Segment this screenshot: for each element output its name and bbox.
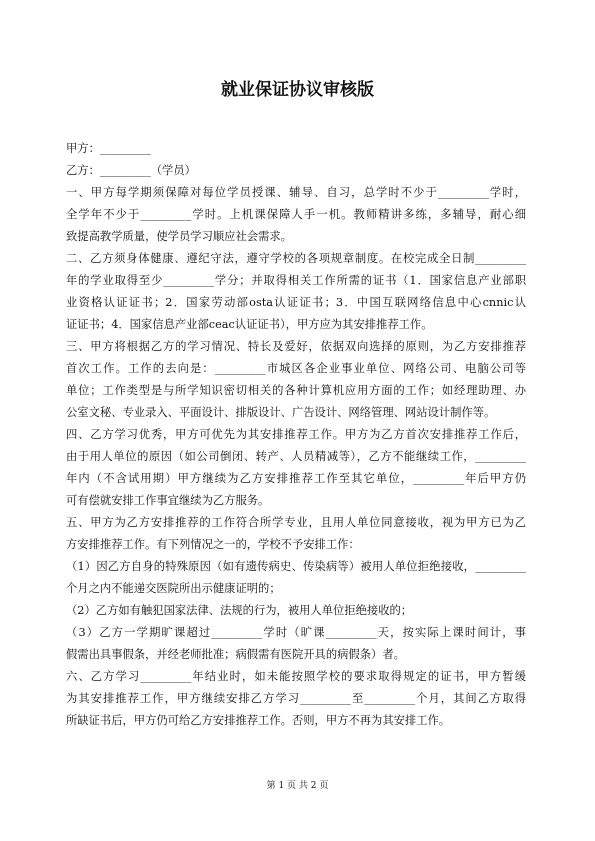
text-line: 所缺证书后，甲方仍可给乙方安排推荐工作。否则，甲方不再为其安排工作。 [66, 714, 451, 727]
text-line: 致提高教学质量，使学员学习顺应社会需求。 [66, 230, 292, 243]
text-line: 一、甲方每学期须保障对每位学员授课、辅导、自习，总学时不少于_________学时， [66, 186, 526, 199]
text-line: 业资格认证证书；2．国家劳动部osta认证证书；3．中国互联网络信息中心cnnic认 [66, 296, 526, 309]
text-line: 四、乙方学习优秀，甲方可优先为其安排推荐工作。甲方为乙方首次安排推荐工作后， [66, 428, 526, 441]
text-line: 可有偿就安排工作事宜继续为乙方服务。 [66, 494, 270, 507]
text-line: 二、乙方须身体健康、遵纪守法，遵守学校的各项规章制度。在校完成全日制_________ [66, 252, 526, 265]
text-line: 假需出具事假条，并经老师批准；病假需有医院开具的病假条）者。 [66, 648, 405, 661]
text-line: 乙方：_________（学员） [66, 164, 196, 177]
text-line: 单位；工作类型是与所学知识密切相关的各种计算机应用方面的工作；如经理助理、办 [66, 384, 526, 397]
text-line: 个月之内不能递交医院所出示健康证明的； [66, 582, 281, 595]
text-line: 五、甲方为乙方安排推荐的工作符合所学专业，且用人单位同意接收，视为甲方已为乙 [66, 516, 526, 529]
text-line: 六、乙方学习_________年结业时，如未能按照学校的要求取得规定的证书，甲方暂缓 [66, 670, 526, 683]
text-line: 年内（不含试用期）甲方继续为乙方安排推荐工作至其它单位，_________年后甲方仍 [66, 472, 526, 485]
text-line: 年的学业取得至少_________学分；并取得相关工作所需的证书（1．国家信息产业部职 [66, 274, 526, 287]
text-line: 公室文秘、专业录入、平面设计、排版设计、广告设计、网络管理、网站设计制作等。 [66, 406, 496, 419]
text-line: 为其安排推荐工作，甲方继续安排乙方学习_________至_________个月，其间乙方取得 [66, 692, 526, 705]
text-line: 三、甲方将根据乙方的学习情况、特长及爱好，依据双向选择的原则，为乙方安排推荐 [66, 340, 526, 353]
text-line: 由于用人单位的原因（如公司倒闭、转产、人员精减等），乙方不能继续工作，_________ [66, 450, 526, 463]
text-line: （3）乙方一学期旷课超过_________学时（旷课_________天，按实际上课时间计，事 [66, 626, 526, 639]
page-footer: 第 1 页 共 2 页 [266, 781, 329, 791]
text-line: 全学年不少于_________学时。上机课保障人手一机。教师精讲多练，多辅导，耐心细 [66, 208, 526, 221]
text-line: （2）乙方如有触犯国家法律、法规的行为，被用人单位拒绝接收的； [66, 604, 413, 617]
text-line: 方安排推荐工作。有下列情况之一的，学校不予安排工作： [66, 538, 360, 551]
document-title: 就业保证协议审核版 [221, 80, 374, 100]
document-body [66, 138, 526, 732]
text-line: 甲方：_________ [66, 142, 151, 155]
text-line: 首次工作。工作的去向是：_________市城区各企业事业单位、网络公司、电脑公司等 [66, 362, 526, 375]
text-line: 证证书；4．国家信息产业部ceac认证证书），甲方应为其安排推荐工作。 [66, 318, 433, 331]
text-line: （1）因乙方自身的特殊原因（如有遗传病史、传染病等）被用人单位拒绝接收，_________ [66, 560, 526, 573]
